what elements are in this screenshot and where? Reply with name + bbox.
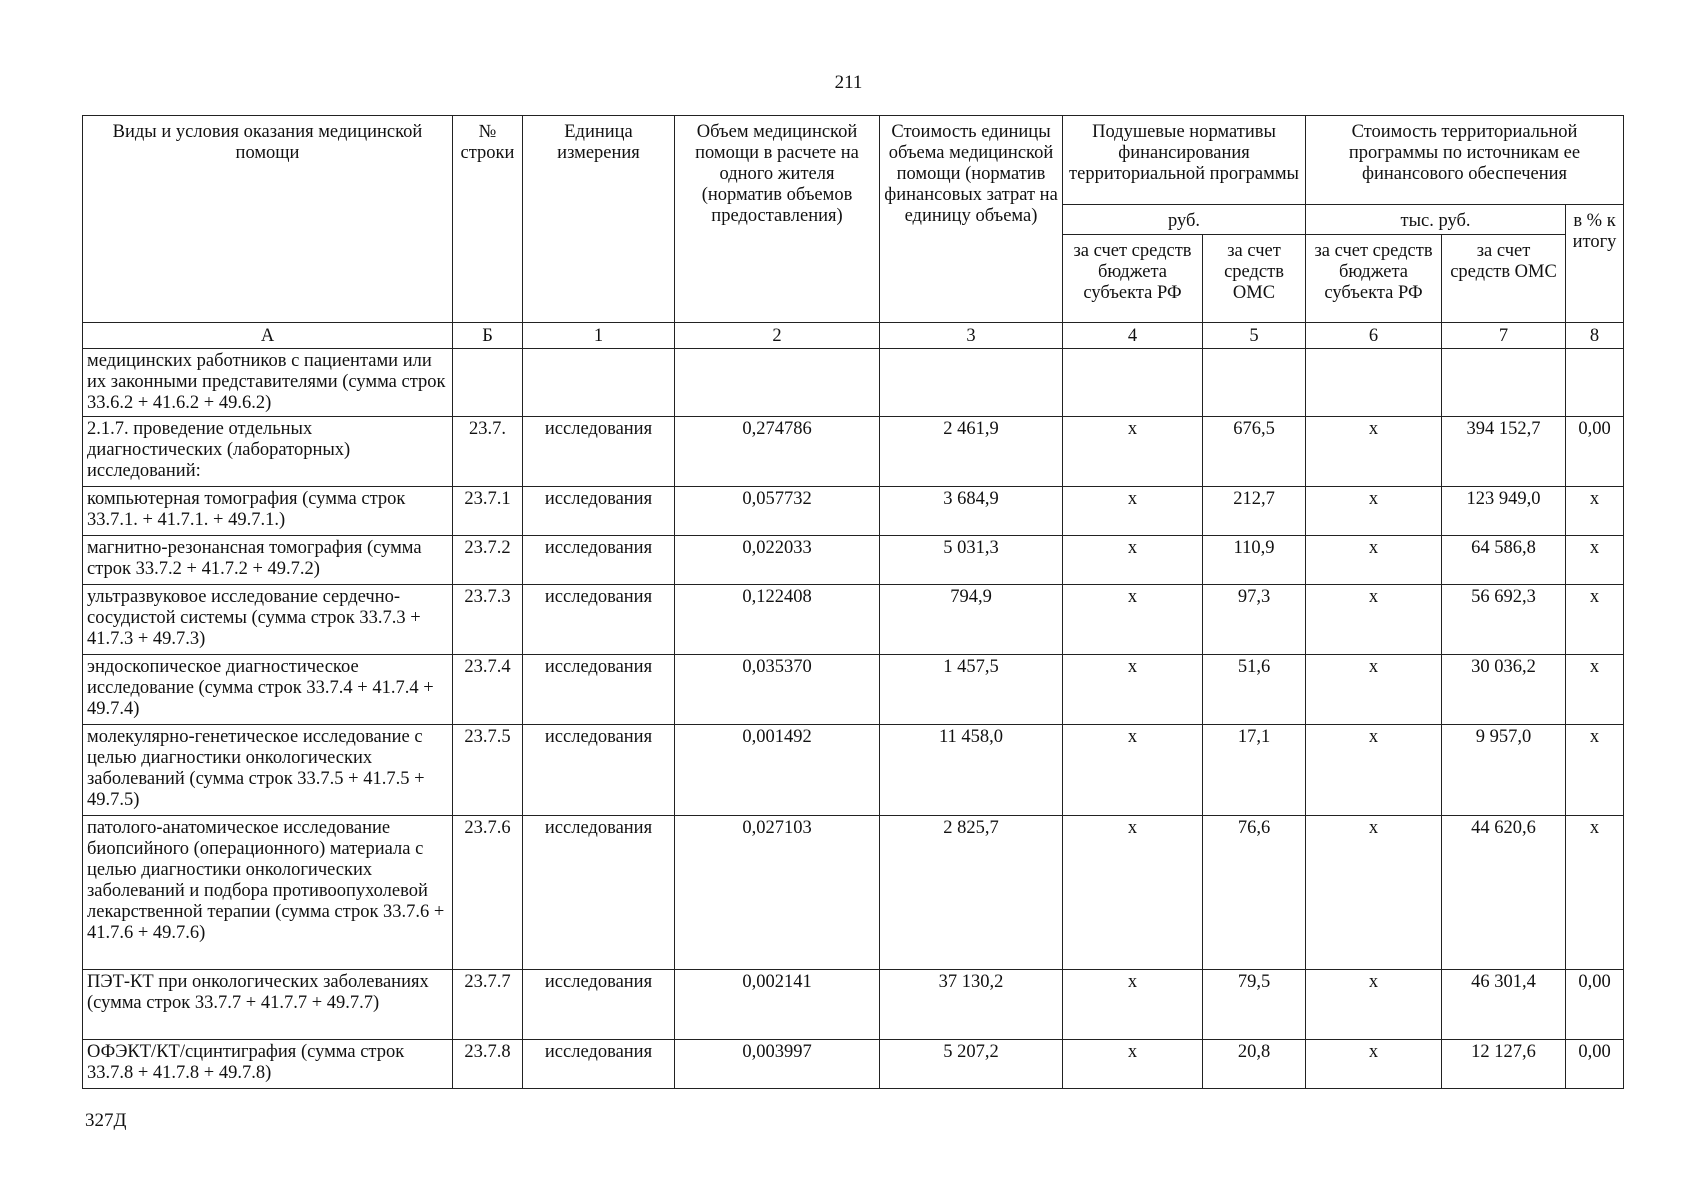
row-unit-cost: 5 031,3 — [880, 536, 1063, 585]
column-letter: 4 — [1063, 323, 1203, 349]
row-unit: исследования — [523, 1040, 675, 1089]
row-col6 — [1306, 349, 1442, 417]
row-number: 23.7. — [453, 417, 523, 487]
row-col5: 97,3 — [1203, 585, 1306, 655]
row-number: 23.7.6 — [453, 816, 523, 970]
row-col8 — [1566, 349, 1624, 417]
row-volume — [675, 349, 880, 417]
row-col7: 46 301,4 — [1442, 970, 1566, 1040]
table-row — [83, 585, 1624, 655]
row-name: магнитно-резонансная томография (сумма строк 33.7.2 + 41.7.2 + 49.7.2) — [83, 536, 453, 585]
row-col7: 9 957,0 — [1442, 725, 1566, 816]
row-unit: исследования — [523, 417, 675, 487]
row-col5: 51,6 — [1203, 655, 1306, 725]
table-row — [83, 349, 1624, 417]
row-col6: х — [1306, 725, 1442, 816]
row-col7: 394 152,7 — [1442, 417, 1566, 487]
row-unit-cost: 1 457,5 — [880, 655, 1063, 725]
row-col5 — [1203, 349, 1306, 417]
row-name: компьютерная томография (сумма строк 33.7.1. + 41.7.1. + 49.7.1.) — [83, 487, 453, 536]
row-number — [453, 349, 523, 417]
row-col5: 76,6 — [1203, 816, 1306, 970]
column-letter: 8 — [1566, 323, 1624, 349]
row-name: молекулярно-генетическое исследование с целью диагностики онкологических заболеваний (сумма строк 33.7.5 + 41.7.5 + 49.7.5) — [83, 725, 453, 816]
row-col7: 30 036,2 — [1442, 655, 1566, 725]
table-row — [83, 970, 1624, 1040]
row-col6: х — [1306, 816, 1442, 970]
row-col8: х — [1566, 816, 1624, 970]
row-col8: х — [1566, 725, 1624, 816]
row-number: 23.7.8 — [453, 1040, 523, 1089]
row-unit: исследования — [523, 816, 675, 970]
row-col7: 56 692,3 — [1442, 585, 1566, 655]
header-type-of-care: Виды и условия оказания медицинской помощи — [83, 116, 453, 323]
row-col6: х — [1306, 655, 1442, 725]
row-unit: исследования — [523, 585, 675, 655]
row-col7: 44 620,6 — [1442, 816, 1566, 970]
row-unit-cost: 5 207,2 — [880, 1040, 1063, 1089]
table-row — [83, 417, 1624, 487]
row-col8: 0,00 — [1566, 417, 1624, 487]
row-unit-cost: 2 825,7 — [880, 816, 1063, 970]
row-unit-cost — [880, 349, 1063, 417]
row-number: 23.7.4 — [453, 655, 523, 725]
row-number: 23.7.3 — [453, 585, 523, 655]
row-col4 — [1063, 349, 1203, 417]
page-number: 211 — [834, 72, 863, 93]
table-row — [83, 655, 1624, 725]
column-letter: 1 — [523, 323, 675, 349]
row-col6: х — [1306, 536, 1442, 585]
header-regional-budget-per-capita: за счет средств бюджета субъекта РФ — [1063, 235, 1203, 323]
row-volume: 0,274786 — [675, 417, 880, 487]
row-name: эндоскопическое диагностическое исследование (сумма строк 33.7.4 + 41.7.4 + 49.7.4) — [83, 655, 453, 725]
row-unit-cost: 2 461,9 — [880, 417, 1063, 487]
row-col4: х — [1063, 487, 1203, 536]
row-name: ПЭТ-КТ при онкологических заболеваниях (сумма строк 33.7.7 + 41.7.7 + 49.7.7) — [83, 970, 453, 1040]
table-row — [83, 487, 1624, 536]
document-code: 327Д — [85, 1110, 127, 1131]
row-unit-cost: 37 130,2 — [880, 970, 1063, 1040]
row-volume: 0,022033 — [675, 536, 880, 585]
row-col7: 64 586,8 — [1442, 536, 1566, 585]
row-unit: исследования — [523, 725, 675, 816]
header-program-cost-group: Стоимость территориальной программы по источникам ее финансового обеспечения — [1306, 116, 1624, 205]
table-row — [83, 1040, 1624, 1089]
row-volume: 0,027103 — [675, 816, 880, 970]
row-name: ультразвуковое исследование сердечно-сосудистой системы (сумма строк 33.7.3 + 41.7.3 + 49.7.3) — [83, 585, 453, 655]
row-name: патолого-анатомическое исследование биопсийного (операционного) материала с целью диагностики онкологических заболеваний и подбора противоопухолевой лекарственной терапии (сумма строк 33.7.6 + 41.7.6 + 49.7.6) — [83, 816, 453, 970]
header-oms-cost: за счет средств ОМС — [1442, 235, 1566, 323]
row-col6: х — [1306, 585, 1442, 655]
row-col6: х — [1306, 417, 1442, 487]
row-col8: х — [1566, 655, 1624, 725]
row-name: ОФЭКТ/КТ/сцинтиграфия (сумма строк 33.7.8 + 41.7.8 + 49.7.8) — [83, 1040, 453, 1089]
header-unit-thousand-rub: тыс. руб. — [1306, 205, 1566, 235]
row-name: 2.1.7. проведение отдельных диагностических (лабораторных) исследований: — [83, 417, 453, 487]
table-row — [83, 725, 1624, 816]
row-col8: х — [1566, 585, 1624, 655]
row-col7: 12 127,6 — [1442, 1040, 1566, 1089]
column-letter: А — [83, 323, 453, 349]
table-row — [83, 536, 1624, 585]
row-unit-cost: 11 458,0 — [880, 725, 1063, 816]
financing-table — [82, 115, 1624, 1089]
row-unit: исследования — [523, 536, 675, 585]
row-volume: 0,122408 — [675, 585, 880, 655]
row-col4: х — [1063, 536, 1203, 585]
row-col4: х — [1063, 585, 1203, 655]
row-col6: х — [1306, 970, 1442, 1040]
row-name: медицинских работников с пациентами или их законными представителями (сумма строк 33.6.2 + 41.6.2 + 49.6.2) — [83, 349, 453, 417]
row-unit: исследования — [523, 655, 675, 725]
column-letter: 7 — [1442, 323, 1566, 349]
row-col5: 20,8 — [1203, 1040, 1306, 1089]
column-letter: 5 — [1203, 323, 1306, 349]
header-regional-budget-cost: за счет средств бюджета субъекта РФ — [1306, 235, 1442, 323]
row-col4: х — [1063, 725, 1203, 816]
column-letter: 3 — [880, 323, 1063, 349]
row-unit — [523, 349, 675, 417]
row-col6: х — [1306, 1040, 1442, 1089]
row-volume: 0,002141 — [675, 970, 880, 1040]
row-col8: х — [1566, 536, 1624, 585]
row-col4: х — [1063, 1040, 1203, 1089]
row-unit: исследования — [523, 487, 675, 536]
row-unit-cost: 794,9 — [880, 585, 1063, 655]
header-unit-cost: Стоимость единицы объема медицинской помощи (норматив финансовых затрат на единицу объема) — [880, 116, 1063, 323]
row-col4: х — [1063, 816, 1203, 970]
column-letter: Б — [453, 323, 523, 349]
row-number: 23.7.5 — [453, 725, 523, 816]
row-number: 23.7.1 — [453, 487, 523, 536]
header-percent-of-total: в % к итогу — [1566, 205, 1624, 323]
row-col4: х — [1063, 655, 1203, 725]
row-col5: 17,1 — [1203, 725, 1306, 816]
header-per-capita-group: Подушевые нормативы финансирования территориальной программы — [1063, 116, 1306, 205]
row-unit-cost: 3 684,9 — [880, 487, 1063, 536]
header-volume: Объем медицинской помощи в расчете на одного жителя (норматив объемов предоставления) — [675, 116, 880, 323]
row-col5: 110,9 — [1203, 536, 1306, 585]
row-number: 23.7.2 — [453, 536, 523, 585]
row-col8: х — [1566, 487, 1624, 536]
header-unit: Единица измерения — [523, 116, 675, 323]
row-volume: 0,001492 — [675, 725, 880, 816]
column-letter: 6 — [1306, 323, 1442, 349]
header-row-number: № строки — [453, 116, 523, 323]
table-row — [83, 816, 1624, 970]
row-unit: исследования — [523, 970, 675, 1040]
header-oms-per-capita: за счет средств ОМС — [1203, 235, 1306, 323]
row-col6: х — [1306, 487, 1442, 536]
row-col4: х — [1063, 417, 1203, 487]
row-col7 — [1442, 349, 1566, 417]
header-unit-rub: руб. — [1063, 205, 1306, 235]
row-col4: х — [1063, 970, 1203, 1040]
row-col8: 0,00 — [1566, 1040, 1624, 1089]
row-volume: 0,057732 — [675, 487, 880, 536]
row-number: 23.7.7 — [453, 970, 523, 1040]
row-col8: 0,00 — [1566, 970, 1624, 1040]
row-col5: 676,5 — [1203, 417, 1306, 487]
row-volume: 0,003997 — [675, 1040, 880, 1089]
row-col5: 212,7 — [1203, 487, 1306, 536]
row-col7: 123 949,0 — [1442, 487, 1566, 536]
column-letter: 2 — [675, 323, 880, 349]
row-volume: 0,035370 — [675, 655, 880, 725]
row-col5: 79,5 — [1203, 970, 1306, 1040]
